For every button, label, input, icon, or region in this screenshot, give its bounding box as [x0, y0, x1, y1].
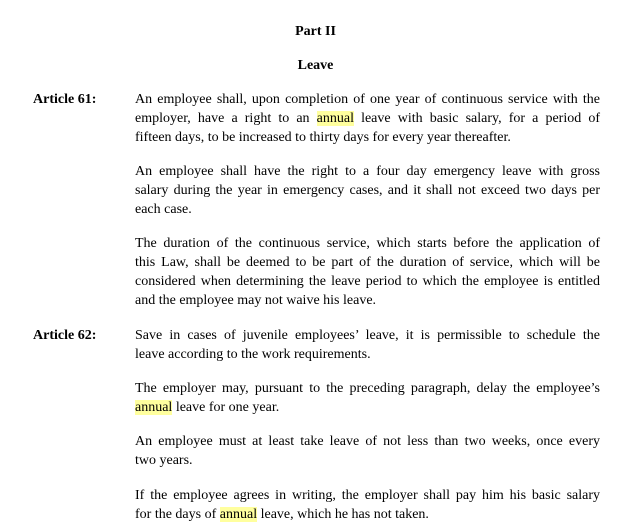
article-62-paragraph-4 [135, 486, 600, 524]
highlighted-term: annual [219, 507, 258, 522]
highlighted-term: annual [135, 400, 173, 415]
paragraph-line: and the employee may not waive his leave. [135, 293, 377, 308]
paragraph-line: considered when determining the leave period to which the employee is entitled [135, 274, 600, 289]
paragraph-line: An employee must at least take leave of not less than two weeks, once every [135, 434, 600, 449]
part-heading: Part II [295, 24, 336, 39]
paragraph-line: The duration of the continuous service, which starts before the application of [135, 236, 600, 251]
article-61-paragraph-3 [135, 234, 600, 310]
article-62-paragraph-1 [135, 326, 600, 364]
article-62-label: Article 62: [33, 328, 97, 343]
article-61-paragraph-2 [135, 162, 600, 219]
paragraph-line: An employee shall, upon completion of one year of continuous service with the [135, 92, 600, 107]
article-62-paragraph-3 [135, 432, 600, 470]
paragraph-line: employer, have a right to an annual leave with basic salary, for a period of [135, 111, 600, 126]
paragraph-line: An employee shall have the right to a four day emergency leave with gross [135, 164, 600, 179]
section-heading: Leave [297, 58, 334, 73]
article-61-label: Article 61: [33, 92, 97, 107]
paragraph-line: each case. [135, 202, 192, 217]
paragraph-line: If the employee agrees in writing, the employer shall pay him his basic salary [135, 488, 600, 503]
article-62-paragraph-2 [135, 379, 600, 417]
paragraph-line: fifteen days, to be increased to thirty days for every year thereafter. [135, 130, 511, 145]
paragraph-line: salary during the year in emergency cases, and it shall not exceed two days per [135, 183, 600, 198]
paragraph-line: this Law, shall be deemed to be part of the duration of service, which will be [135, 255, 600, 270]
article-61-paragraph-1 [135, 90, 600, 147]
paragraph-line: two years. [135, 453, 193, 468]
highlighted-term: annual [316, 111, 354, 126]
paragraph-line: annual leave for one year. [135, 400, 280, 415]
paragraph-line: leave according to the work requirements. [135, 347, 371, 362]
paragraph-line: Save in cases of juvenile employees’ leave, it is permissible to schedule the [135, 328, 600, 343]
paragraph-line: The employer may, pursuant to the preceding paragraph, delay the employee’s [135, 381, 600, 396]
paragraph-line: for the days of annual leave, which he has not taken. [135, 507, 429, 522]
